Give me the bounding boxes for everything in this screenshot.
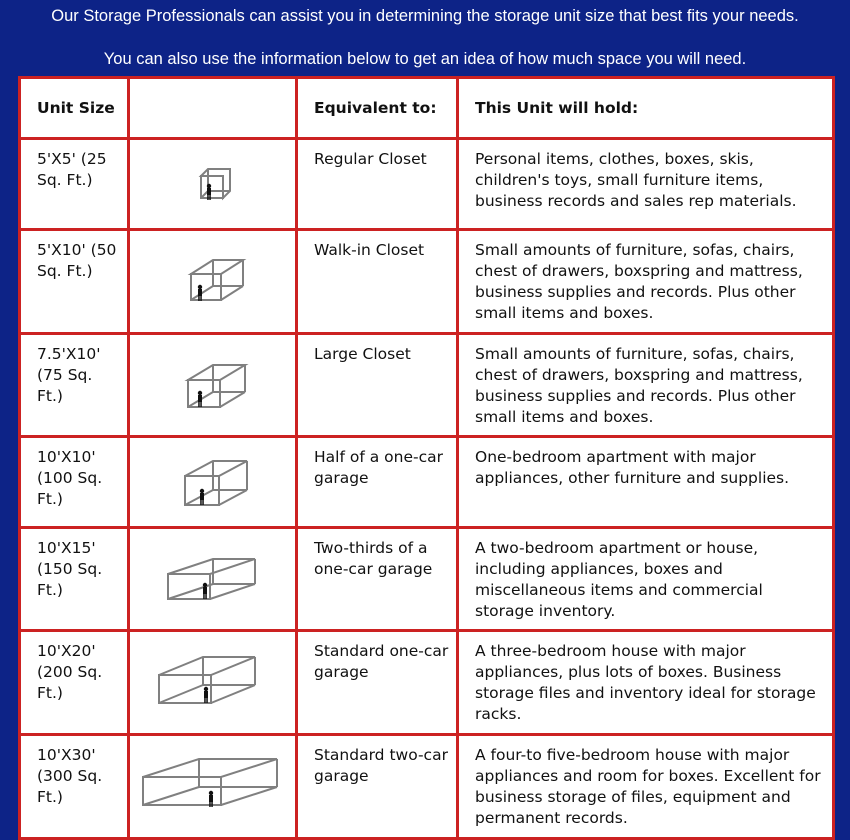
unit-size-cell: 5'X5' (25 Sq. Ft.): [21, 140, 127, 228]
unit-size-cell: 10'X20' (200 Sq. Ft.): [21, 632, 127, 733]
holds-cell: A two-bedroom apartment or house, including appliances, boxes and miscellaneous items and commercial storage inventory.: [459, 529, 832, 629]
holds-cell: Personal items, clothes, boxes, skis, children's toys, small furniture items, business records and sales rep materials.: [459, 140, 832, 228]
header-image: [130, 79, 295, 137]
equivalent-cell: Standard one-car garage: [298, 632, 456, 733]
holds-cell: Small amounts of furniture, sofas, chairs, chest of drawers, boxspring and mattress, business supplies and records. Plus other small items and boxes.: [459, 231, 832, 332]
unit-size-table: [18, 76, 835, 840]
holds-cell: A four-to five-bedroom house with major appliances and room for boxes. Excellent for business storage of files, equipment and permanent records.: [459, 736, 832, 837]
storage-unit-5x5-icon: [133, 144, 293, 224]
unit-image-cell: [130, 335, 295, 435]
storage-unit-5x10-icon: [133, 242, 293, 322]
unit-image-cell: [130, 140, 295, 228]
storage-unit-10x10-icon: [133, 442, 293, 522]
table-row: [21, 140, 832, 228]
table-header-row: [21, 79, 832, 137]
equivalent-cell: Standard two-car garage: [298, 736, 456, 837]
table-row: [21, 736, 832, 837]
holds-cell: A three-bedroom house with major appliances, plus lots of boxes. Business storage files and inventory ideal for storage racks.: [459, 632, 832, 733]
unit-image-cell: [130, 231, 295, 332]
intro-line-1: Our Storage Professionals can assist you in determining the storage unit size that best fits your needs.: [51, 7, 799, 25]
equivalent-cell: Two-thirds of a one-car garage: [298, 529, 456, 629]
equivalent-cell: Half of a one-car garage: [298, 438, 456, 526]
unit-size-cell: 5'X10' (50 Sq. Ft.): [21, 231, 127, 332]
intro-line-2: You can also use the information below to get an idea of how much space you will need.: [103, 50, 747, 68]
holds-cell: One-bedroom apartment with major appliances, other furniture and supplies.: [459, 438, 832, 526]
storage-unit-10x15-icon: [133, 539, 293, 619]
unit-image-cell: [130, 438, 295, 526]
storage-unit-7-5x10-icon: [133, 345, 293, 425]
table-row: [21, 529, 832, 629]
equivalent-cell: Walk-in Closet: [298, 231, 456, 332]
storage-unit-10x30-icon: [133, 747, 293, 827]
unit-image-cell: [130, 529, 295, 629]
unit-image-cell: [130, 736, 295, 837]
header-equivalent: Equivalent to:: [298, 79, 456, 137]
table-row: [21, 438, 832, 526]
equivalent-cell: Large Closet: [298, 335, 456, 435]
unit-size-cell: 10'X15' (150 Sq. Ft.): [21, 529, 127, 629]
unit-size-cell: 10'X10' (100 Sq. Ft.): [21, 438, 127, 526]
holds-cell: Small amounts of furniture, sofas, chairs, chest of drawers, boxspring and mattress, business supplies and records. Plus other small items and boxes.: [459, 335, 832, 435]
unit-image-cell: [130, 632, 295, 733]
storage-unit-10x20-icon: [133, 643, 293, 723]
header-unit-size: Unit Size: [21, 79, 127, 137]
table-row: [21, 231, 832, 332]
header-holds: This Unit will hold:: [459, 79, 832, 137]
equivalent-cell: Regular Closet: [298, 140, 456, 228]
unit-size-cell: 7.5'X10' (75 Sq. Ft.): [21, 335, 127, 435]
table-row: [21, 632, 832, 733]
table-row: [21, 335, 832, 435]
unit-size-cell: 10'X30' (300 Sq. Ft.): [21, 736, 127, 837]
